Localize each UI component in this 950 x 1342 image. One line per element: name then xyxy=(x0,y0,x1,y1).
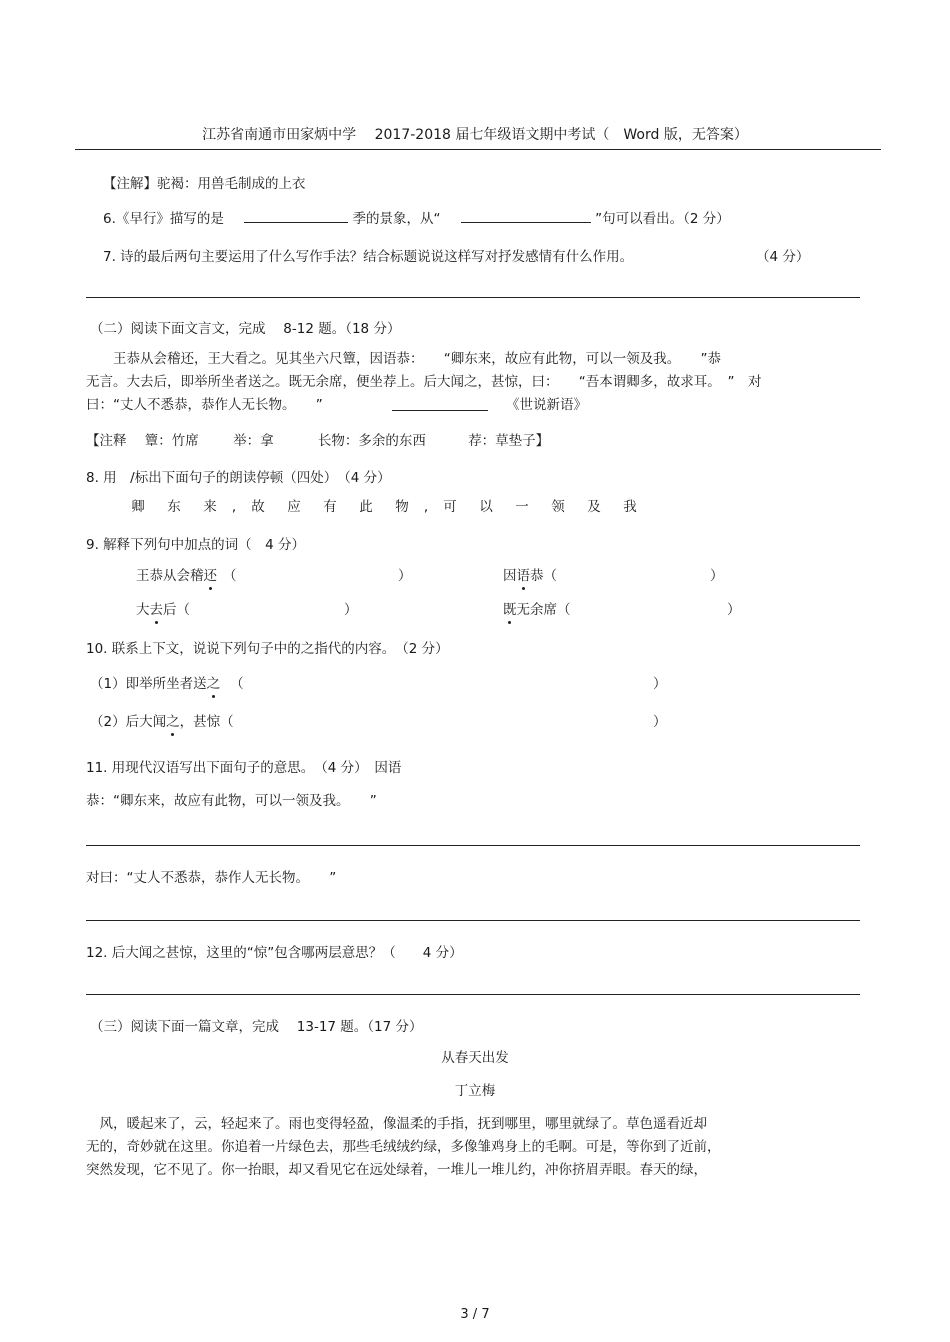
q10-item-1-close: ） xyxy=(653,676,667,692)
q8-char: 卿 xyxy=(131,499,145,515)
q9-item-4 xyxy=(503,598,571,618)
passage-wanggong xyxy=(86,348,868,417)
q11-sentence-2: 对曰：“丈人不悉恭，恭作人无长物。 ” xyxy=(86,870,337,886)
q9-item-3-close: ） xyxy=(344,602,358,618)
q10-item-1-post: （ xyxy=(230,676,244,692)
article-body xyxy=(86,1113,868,1182)
q7-answer-line[interactable] xyxy=(86,297,860,298)
q6-text-b: 季的景象，从“ xyxy=(352,211,441,227)
page-number: 3 / 7 xyxy=(460,1307,490,1322)
question-11: 11. 用现代汉语写出下面句子的意思。 （4 分） 因语 xyxy=(86,760,402,776)
q6-blank-season[interactable] xyxy=(244,208,348,223)
article-author: 丁立梅 xyxy=(454,1083,496,1099)
q12-answer-line[interactable] xyxy=(86,994,860,995)
question-7: 7. 诗的最后两句主要运用了什么写作手法？结合标题说说这样写对抒发感情有什么作用。 xyxy=(103,249,634,265)
q9-item-1 xyxy=(136,564,237,584)
question-6 xyxy=(103,207,730,227)
q9-item-2-dotted: 语 xyxy=(516,568,530,584)
passage-source: 《世说新语》 xyxy=(506,397,587,413)
q6-blank-line[interactable] xyxy=(461,208,591,223)
q9-item-2-close: ） xyxy=(710,568,724,584)
q8-char: 有 xyxy=(323,499,337,515)
q10-item-2-pre: （2）后大闻 xyxy=(90,714,167,730)
glossary-label: 【注释 xyxy=(86,433,127,449)
question-12: 12. 后大闻之甚惊，这里的“惊”包含哪两层意思？（ 4 分） xyxy=(86,945,463,961)
passage-line-2: 无言。大去后，即举所坐者送之。既无余席，便坐荐上。后大闻之，甚惊，曰： “吾本谓卿多，故求耳。 ” 对 xyxy=(86,374,762,390)
glossary-item: 长物：多余的东西 xyxy=(317,433,426,449)
passage-line-3: 曰：“丈人不悉恭，恭作人无长物。 ” xyxy=(86,397,323,413)
q8-char: 此 xyxy=(359,499,373,515)
q9-item-3-pre: 大 xyxy=(136,602,150,618)
q10-item-2-dotted: 之 xyxy=(166,714,180,730)
section-3-heading: （三）阅读下面一篇文章，完成 13-17 题。（17 分） xyxy=(90,1019,423,1035)
header-rule xyxy=(75,149,881,150)
q10-item-1-pre: （1）即举所坐者送 xyxy=(90,676,207,692)
q8-char: 应 xyxy=(287,499,301,515)
question-10: 10. 联系上下文，说说下列句子中的之指代的内容。 （2 分） xyxy=(86,641,449,657)
q9-item-2-post: 恭（ xyxy=(530,568,557,584)
q10-item-1 xyxy=(90,672,244,692)
source-dash xyxy=(392,398,488,411)
q11-answer-line-1[interactable] xyxy=(86,845,860,846)
q10-item-2 xyxy=(90,710,234,730)
q10-item-2-close: ） xyxy=(653,714,667,730)
q9-item-1-pre: 王恭从会稽 xyxy=(136,568,204,584)
article-line: 无的，奇妙就在这里。你追着一片绿色去，那些毛绒绒约绿，多像雏鸡身上的毛啊。可是，等你到了近前， xyxy=(86,1139,721,1155)
question-9: 9. 解释下列句中加点的词（ 4 分） xyxy=(86,537,306,553)
note-tuohe: 【注解】驼褐：用兽毛制成的上衣 xyxy=(103,176,306,192)
glossary-item: 簟：竹席 xyxy=(144,433,199,449)
q9-item-3-dotted: 去 xyxy=(149,602,163,618)
q8-char: , xyxy=(423,499,429,515)
passage-line-1: 王恭从会稽还，王大看之。见其坐六尺簟，因语恭： “卿东来，故应有此物，可以一领及我。 ”恭 xyxy=(86,351,721,367)
q8-char: 来 xyxy=(203,499,217,515)
q8-char: 及 xyxy=(587,499,601,515)
q10-item-1-dotted: 之 xyxy=(206,676,221,692)
q9-item-4-close: ） xyxy=(727,602,741,618)
q8-char: 物 xyxy=(395,499,409,515)
q9-item-3 xyxy=(136,598,190,618)
q9-item-4-post: 无余席（ xyxy=(516,602,571,618)
q9-item-4-dotted: 既 xyxy=(503,602,517,618)
q8-char: 领 xyxy=(551,499,565,515)
q8-char: , xyxy=(231,499,237,515)
q9-item-3-post: 后（ xyxy=(163,602,190,618)
q8-char: 可 xyxy=(443,499,457,515)
q9-item-1-dotted: 还 xyxy=(203,568,217,584)
q8-char: 我 xyxy=(623,499,637,515)
q9-item-2-pre: 因 xyxy=(503,568,517,584)
glossary-item: 举：拿 xyxy=(233,433,274,449)
q8-char: 故 xyxy=(251,499,265,515)
article-line: 风，暖起来了，云，轻起来了。雨也变得轻盈，像温柔的手指，抚到哪里，哪里就绿了。草色遥看近却 xyxy=(86,1116,707,1132)
q6-text-c: ”句可以看出。（2 分） xyxy=(595,211,730,227)
q10-item-2-post: ，甚惊（ xyxy=(179,714,234,730)
passage-line-3-row xyxy=(86,394,868,417)
q8-char: 一 xyxy=(515,499,529,515)
page-header-title: 江苏省南通市田家炳中学 2017-2018 届七年级语文期中考试（ Word 版，无答案） xyxy=(202,127,748,143)
section-2-heading: （二）阅读下面文言文，完成 8-12 题。（18 分） xyxy=(90,321,401,337)
q11-answer-line-2[interactable] xyxy=(86,920,860,921)
article-line: 突然发现，它不见了。你一抬眼，却又看见它在远处绿着，一堆儿一堆儿约，冲你挤眉弄眼。春天的绿， xyxy=(86,1162,707,1178)
question-8: 8. 用 /标出下面句子的朗读停顿（四处） （4 分） xyxy=(86,470,391,486)
article-title: 从春天出发 xyxy=(441,1050,509,1066)
glossary-item: 荐：草垫子】 xyxy=(468,433,550,449)
q6-text-a: 6.《早行》描写的是 xyxy=(103,211,224,227)
q8-char: 以 xyxy=(479,499,493,515)
glossary xyxy=(86,429,549,449)
q9-item-2 xyxy=(503,564,557,584)
q9-item-1-close: ） xyxy=(398,568,412,584)
q9-item-1-post: （ xyxy=(223,568,237,584)
question-7-score: （4 分） xyxy=(756,249,810,265)
q8-char: 东 xyxy=(167,499,181,515)
q11-sentence-1: 恭：“卿东来，故应有此物，可以一领及我。 ” xyxy=(86,793,377,809)
q8-sentence[interactable] xyxy=(120,495,648,515)
